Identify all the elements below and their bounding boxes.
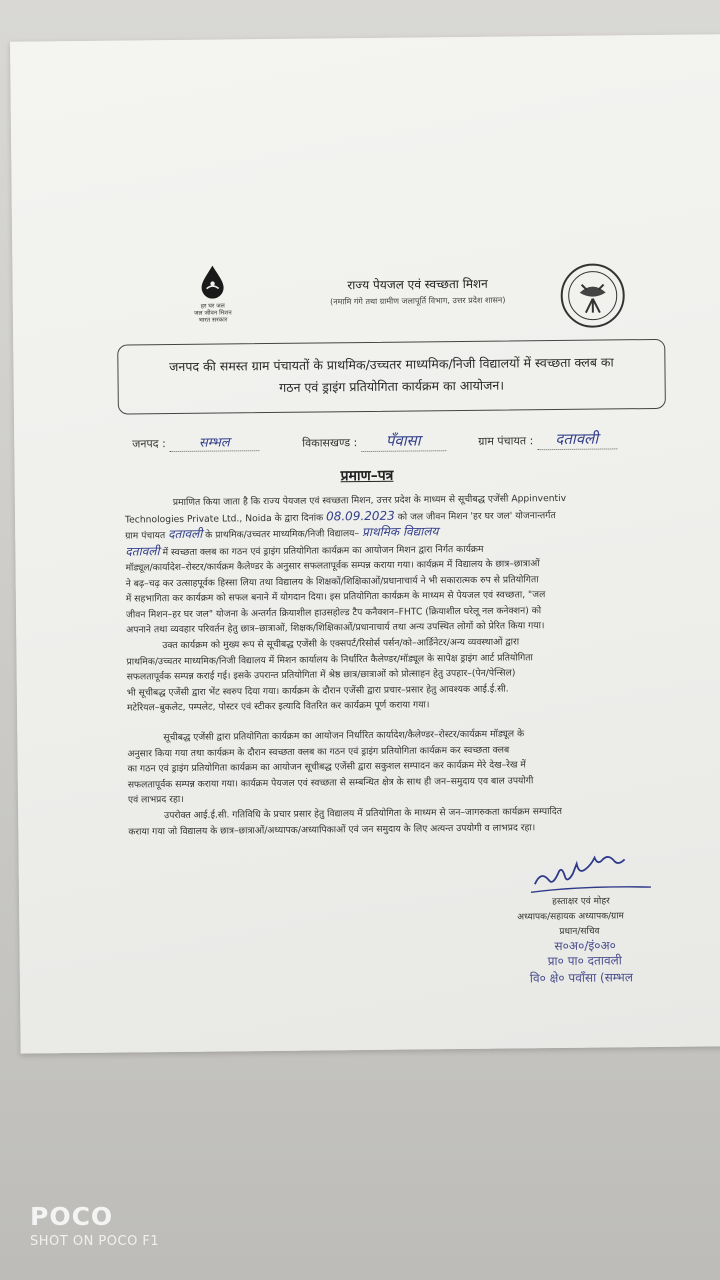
logo-caption-3: भारत सरकार bbox=[198, 316, 228, 324]
subject-line-2: गठन एवं ड्राइंग प्रतियोगिता कार्यक्रम का आयोजन। bbox=[279, 377, 505, 395]
p4-line-a: उपरोक्त आई.ई.सी. गतिविधि के प्रचार प्रसार हेतु विद्यालय में प्रतियोगिता के माध्यम से जन–जागरुकता कार्यक्रम सम्पादित bbox=[164, 805, 562, 822]
p3-line-a: सूचीबद्ध एजेंसी द्वारा प्रतियोगिता कार्यक्रम का आयोजन निर्धारित कार्यादेश/कैलेण्डर–रोस्टर/कार्यक्रम मॉड्यूल के bbox=[163, 728, 525, 744]
gram-panchayat-field bbox=[478, 428, 617, 450]
up-government-emblem-icon bbox=[559, 262, 626, 329]
block-label: विकासखण्ड : bbox=[302, 436, 358, 450]
logo-caption-2: जल जीवन मिशन bbox=[194, 309, 232, 317]
signature-label: हस्ताक्षर एवं मोहर bbox=[552, 896, 610, 908]
paragraph-1 bbox=[125, 490, 656, 638]
block-field bbox=[302, 430, 446, 453]
signatory-designation-2: प्रधान/सचिव bbox=[559, 926, 600, 938]
logo-caption-1: हर घर जल bbox=[200, 302, 225, 310]
jal-jeevan-mission-logo bbox=[182, 264, 243, 324]
p1-line-g: मॉड्यूल/कार्यादेश–रोस्टर/कार्यक्रम कैलेण्डर के अनुसार सफलतापूर्वक सम्पन्न कराया गया। कार्यक्रम में विद्यालय के छात्र–छात्राओं bbox=[125, 558, 540, 574]
p1-line-i: में सहभागिता कर कार्यक्रम को सफल बनाने में योगदान दिया। इस प्रतियोगिता कार्यक्रम के माध्यम से पेयजल एवं स्वच्छता, "जल bbox=[125, 589, 546, 605]
certificate-paper bbox=[10, 34, 720, 1053]
org-subtitle: (नमामि गंगे तथा ग्रामीण जलापूर्ति विभाग, उत्तर प्रदेश शासन) bbox=[330, 295, 506, 307]
p1-gram-panchayat: दतावली bbox=[168, 526, 203, 542]
certificate-title: प्रमाण–पत्र bbox=[340, 467, 394, 485]
org-title: राज्य पेयजल एवं स्वच्छता मिशन bbox=[347, 276, 488, 293]
camera-caption-watermark: SHOT ON POCO F1 bbox=[30, 1234, 160, 1249]
p1-line-j: जीवन मिशन–हर घर जल" योजना के अन्तर्गत क्रियाशील हाउसहोल्ड टैप कनैक्शन–FHTC (क्रियाशील घरेलू नल कनेक्शन) को bbox=[125, 604, 542, 621]
p1-school-name: प्राथमिक विद्यालय bbox=[361, 524, 439, 540]
subject-box bbox=[117, 339, 666, 415]
stamp-line-1: स०अ०/इं०अ० bbox=[554, 938, 616, 954]
p1-line-b: Technologies Private Ltd., Noida के द्वारा दिनांक 08.09.2023 को जल जीवन मिशन 'हर घर जल' योजनान्तर्गत bbox=[124, 508, 556, 526]
p3-line-d: सफलतापूर्वक सम्पन्न कराया गया। कार्यक्रम पेयजल एवं स्वच्छता से सम्बन्धित क्षेत्र के साथ ही जन–समुदाय एव बाल उपयोगी bbox=[127, 774, 534, 791]
p1-line-d: ग्राम पंचायत दतावली के प्राथमिक/उच्चतर माध्यमिक/निजी विद्यालय– प्राथमिक विद्यालय bbox=[125, 524, 439, 542]
gram-panchayat-value: दतावली bbox=[555, 429, 599, 449]
p2-line-d: भी सूचीबद्ध एजेंसी द्वारा भेंट स्वरुप दिया गया। कार्यक्रम के दौरान एजेंसी द्वारा प्रचार–प्रसार हेतु आवश्यक आई.ई.सी. bbox=[126, 683, 509, 699]
stamp-line-3: वि० क्षे० पवाँसा (सम्भल bbox=[529, 970, 634, 986]
p4-line-b: कराया गया जो विद्यालय के छात्र–छात्राओं/अध्यापक/अध्यापिकाओं एवं जन समुदाय के लिए अत्यन्त उपयोगी व लाभप्रद रहा। bbox=[128, 821, 536, 838]
paragraph-3 bbox=[127, 725, 658, 808]
p3-line-e: एवं लाभप्रद रहा। bbox=[127, 793, 184, 806]
p1-line-k: अपनाने तथा व्यवहार परिवर्तन हेतु छात्र–छात्राओं, शिक्षक/शिक्षिकाओं/प्रधानाचार्य तथा अन्य उपस्थित लोगों को प्रेरित किया गया। bbox=[126, 620, 545, 636]
p1-line-a: प्रमाणित किया जाता है कि राज्य पेयजल एवं स्वच्छता मिशन, उत्तर प्रदेश के माध्यम से सूचीबद्ध एजेंसी Appinventiv bbox=[172, 492, 567, 509]
p1-line-h: ने बढ़–चढ़ कर उत्साहपूर्वक हिस्सा लिया तथा विद्यालय के शिक्षकों/शिक्षिकाओं/प्रधानाचार्य ने भी सकारात्मक रुप से प्रतियोगिता bbox=[125, 573, 539, 590]
stamp-line-2: प्रा० पा० दतावली bbox=[547, 953, 622, 969]
p3-line-c: का गठन एवं ड्राइंग प्रतियोगिता कार्यक्रम का आयोजन सूचीबद्ध एजेंसी द्वारा सकुशल सम्पादन कर कार्यक्रम मेरे देख–रेख में bbox=[127, 759, 526, 775]
district-value: सम्भल bbox=[198, 435, 230, 451]
paragraph-4 bbox=[128, 803, 658, 840]
signatory-designation: अध्यापक/सहायक अध्यापक/ग्राम bbox=[517, 911, 624, 923]
p1-date: 08.09.2023 bbox=[325, 508, 395, 523]
paragraph-2 bbox=[126, 633, 657, 716]
district-field bbox=[132, 432, 259, 452]
p2-line-e: मटेरियल–बुकलेट, पम्पलेट, पोस्टर एवं स्टीकर इत्यादि वितरित कर कार्यक्रम पूर्ण कराया गया। bbox=[126, 699, 430, 714]
subject-line-1: जनपद की समस्त ग्राम पंचायतों के प्राथमिक/उच्चतर माध्यमिक/निजी विद्यालयों में स्वच्छता क्लब का bbox=[169, 354, 614, 375]
p2-line-a: उक्त कार्यक्रम को मुख्य रूप से सूचीबद्ध एजेंसी के एक्सपर्ट/रिसोर्स पर्सन/को–आर्डिनेटर/अन्य व्यवस्थाओं द्वारा bbox=[162, 636, 520, 652]
p2-line-c: सफलतापूर्वक सम्पन्न कराई गई। इसके उपरान्त प्रतियोगिता में श्रेष्ठ छात्र/छात्राओं को प्रोत्साहन हेतु उपहार–(पेन/पेन्सिल) bbox=[126, 667, 516, 683]
p3-line-b: अनुसार किया गया तथा कार्यक्रम के दौरान स्वच्छता क्लब का गठन एवं ड्राइंग प्रतियोगिता कार्यक्रम कर स्वच्छता क्लब bbox=[127, 744, 510, 760]
header-title bbox=[267, 274, 567, 308]
water-drop-icon bbox=[199, 264, 225, 298]
camera-brand-watermark: POCO bbox=[30, 1202, 114, 1231]
p1-line-f: दतावली में स्वच्छता क्लब का गठन एवं ड्राइंग प्रतियोगिता कार्यक्रम का आयोजन मिशन द्वारा निर्गत कार्यक्रम bbox=[125, 543, 484, 559]
block-value: पँवासा bbox=[385, 431, 421, 450]
gram-panchayat-label: ग्राम पंचायत : bbox=[478, 434, 534, 448]
p1-school-village: दतावली bbox=[125, 543, 160, 559]
district-label: जनपद : bbox=[132, 437, 166, 451]
p2-line-b: प्राथमिक/उच्चतर माध्यमिक/निजी विद्यालय में मिशन कार्यालय के निर्धारित कैलेण्डर/मॉड्यूल के सापेक्ष ड्राइंग आर्ट प्रतियोगिता bbox=[126, 651, 533, 668]
